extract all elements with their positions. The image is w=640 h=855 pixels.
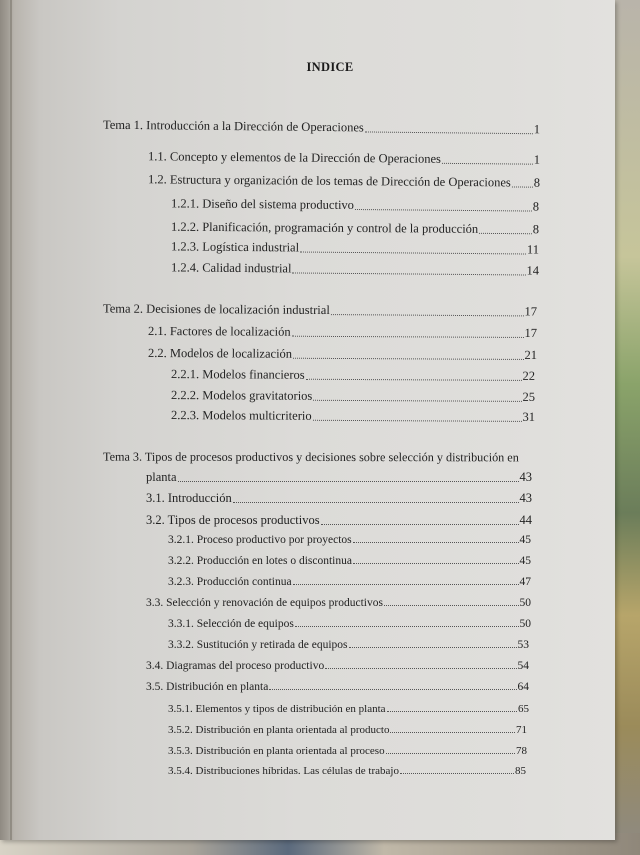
- toc-page-number: 14: [526, 263, 540, 278]
- leader-dots: [353, 563, 519, 564]
- leader-dots: [353, 542, 519, 543]
- toc-label: 3.4. Diagramas del proceso productivo: [146, 660, 325, 672]
- toc-page-number: 31: [522, 409, 536, 424]
- toc-label: 2.2.2. Modelos gravitatorios: [170, 388, 313, 403]
- toc-label: Tema 2. Decisiones de localización industrial: [102, 301, 330, 318]
- toc-label: 3.2.3. Producción continua: [168, 576, 292, 588]
- leader-dots: [306, 379, 522, 381]
- toc-label: 2.2.1. Modelos financieros: [170, 367, 305, 382]
- toc-subsection-3-3-1: [168, 618, 531, 630]
- toc-page-number: 17: [524, 325, 538, 341]
- toc-page-number: 64: [517, 681, 529, 693]
- leader-dots: [313, 420, 522, 422]
- toc-page-number: 25: [522, 389, 536, 404]
- toc-label: 3.2. Tipos de procesos productivos: [146, 513, 320, 527]
- leader-dots: [442, 163, 533, 165]
- page-spine: [10, 0, 12, 840]
- toc-page-number: 50: [519, 597, 531, 609]
- toc-subsection-3-2-1: [168, 534, 531, 546]
- toc-label: planta: [146, 470, 177, 484]
- toc-label: 1.2. Estructura y organización de los temas de Dirección de Operaciones: [147, 172, 511, 190]
- leader-dots: [384, 605, 519, 606]
- toc-section-2-1: [148, 324, 537, 341]
- toc-subsection-2-2-1: [171, 367, 535, 384]
- toc-label: 1.1. Concepto y elementos de la Dirección de Operaciones: [147, 149, 442, 166]
- leader-dots: [349, 647, 517, 648]
- toc-chapter-2: [103, 301, 537, 319]
- toc-subsection-3-5-1: [168, 703, 529, 715]
- leader-dots: [293, 584, 519, 585]
- toc-label: 1.2.2. Planificación, programación y control de la producción: [170, 219, 479, 236]
- leader-dots: [512, 186, 533, 187]
- toc-subsection-2-2-3: [171, 408, 535, 425]
- toc-page-number: 44: [519, 513, 532, 527]
- toc-chapter-3: [103, 450, 543, 466]
- leader-dots: [269, 689, 516, 690]
- toc-page-number: 1: [533, 152, 541, 167]
- toc-chapter-3-cont: [146, 470, 532, 485]
- toc-page-number: 45: [519, 555, 531, 567]
- toc-label: 2.1. Factores de localización: [147, 323, 291, 339]
- leader-dots: [313, 400, 521, 402]
- leader-dots: [365, 131, 533, 134]
- toc-label: 3.5. Distribución en planta: [146, 681, 269, 693]
- toc-subsection-3-2-2: [168, 555, 531, 567]
- toc-subsection-1-2-1: [171, 196, 539, 214]
- leader-dots: [355, 209, 532, 212]
- page-title: INDICE: [306, 60, 354, 74]
- toc-subsection-2-2-2: [171, 388, 535, 405]
- toc-label: 3.2.2. Producción en lotes o discontinua: [168, 555, 352, 567]
- toc-page-number: 8: [533, 175, 541, 190]
- toc-label: 3.5.2. Distribución en planta orientada al producto: [168, 724, 390, 736]
- toc-page-number: 43: [519, 491, 532, 505]
- toc-label: 3.3.1. Selección de equipos: [168, 618, 294, 630]
- toc-page-number: 85: [515, 765, 526, 777]
- toc-page-number: 21: [524, 347, 538, 363]
- toc-label: 2.2.3. Modelos multicriterio: [170, 408, 312, 423]
- leader-dots: [300, 252, 526, 255]
- toc-subsection-3-5-3: [168, 745, 527, 757]
- toc-label: 2.2. Modelos de localización: [147, 345, 293, 361]
- toc-page-number: 1: [533, 122, 541, 137]
- toc-page-number: 53: [517, 639, 529, 651]
- toc-label: 3.5.4. Distribuciones híbridas. Las células de trabajo: [168, 765, 399, 777]
- toc-label: Tema 3. Tipos de procesos productivos y decisiones sobre selección y distribución en: [102, 449, 519, 465]
- toc-label: 1.2.4. Calidad industrial: [170, 260, 292, 276]
- toc-page-number: 71: [516, 724, 527, 736]
- leader-dots: [292, 336, 524, 338]
- toc-subsection-1-2-2: [171, 220, 539, 238]
- leader-dots: [292, 272, 525, 275]
- toc-section-3-3: [146, 597, 531, 609]
- toc-section-3-4: [146, 660, 529, 672]
- toc-section-3-1: [146, 491, 532, 506]
- toc-section-3-5: [146, 681, 529, 693]
- toc-page-number: 43: [519, 470, 532, 484]
- toc-label: 3.3. Selección y renovación de equipos productivos: [146, 597, 383, 609]
- toc-label: 3.2.1. Proceso productivo por proyectos: [168, 534, 352, 546]
- leader-dots: [400, 773, 514, 774]
- toc-subsection-3-5-4: [168, 765, 526, 777]
- leader-dots: [387, 711, 517, 712]
- toc-section-3-2: [146, 513, 532, 528]
- toc-subsection-3-5-2: [168, 724, 527, 736]
- leader-dots: [386, 753, 515, 754]
- toc-label: 1.2.3. Logística industrial: [170, 239, 300, 255]
- toc-subsection-1-2-3: [171, 239, 539, 257]
- leader-dots: [295, 626, 519, 627]
- toc-page-number: 8: [532, 222, 540, 237]
- leader-dots: [293, 358, 523, 360]
- leader-dots: [479, 233, 532, 234]
- toc-page-number: 78: [516, 745, 527, 757]
- leader-dots: [390, 732, 515, 733]
- leader-dots: [321, 524, 519, 525]
- toc-page-number: 8: [532, 199, 540, 214]
- toc-subsection-3-2-3: [168, 576, 531, 588]
- leader-dots: [331, 314, 524, 316]
- leader-dots: [325, 668, 516, 669]
- toc-page-number: 54: [517, 660, 529, 672]
- toc-label: 1.2.1. Diseño del sistema productivo: [170, 196, 355, 212]
- leader-dots: [233, 502, 519, 503]
- toc-page-number: 22: [522, 368, 536, 383]
- toc-label: 3.3.2. Sustitución y retirada de equipos: [168, 639, 348, 651]
- toc-label: 3.5.1. Elementos y tipos de distribución en planta: [168, 703, 386, 715]
- toc-page-number: 65: [518, 703, 529, 715]
- toc-label: Tema 1. Introducción a la Dirección de Operaciones: [102, 117, 364, 135]
- toc-subsection-1-2-4: [171, 260, 539, 278]
- toc-page-number: 11: [526, 242, 540, 257]
- leader-dots: [178, 481, 519, 482]
- toc-label: 3.5.3. Distribución en planta orientada al proceso: [168, 745, 385, 757]
- toc-page-number: 47: [519, 576, 531, 588]
- toc-subsection-3-3-2: [168, 639, 529, 651]
- toc-page-number: 45: [519, 534, 531, 546]
- toc-section-2-2: [148, 346, 537, 363]
- toc-page-number: 50: [519, 618, 531, 630]
- toc-page-number: 17: [524, 304, 538, 319]
- toc-label: 3.1. Introducción: [146, 491, 232, 505]
